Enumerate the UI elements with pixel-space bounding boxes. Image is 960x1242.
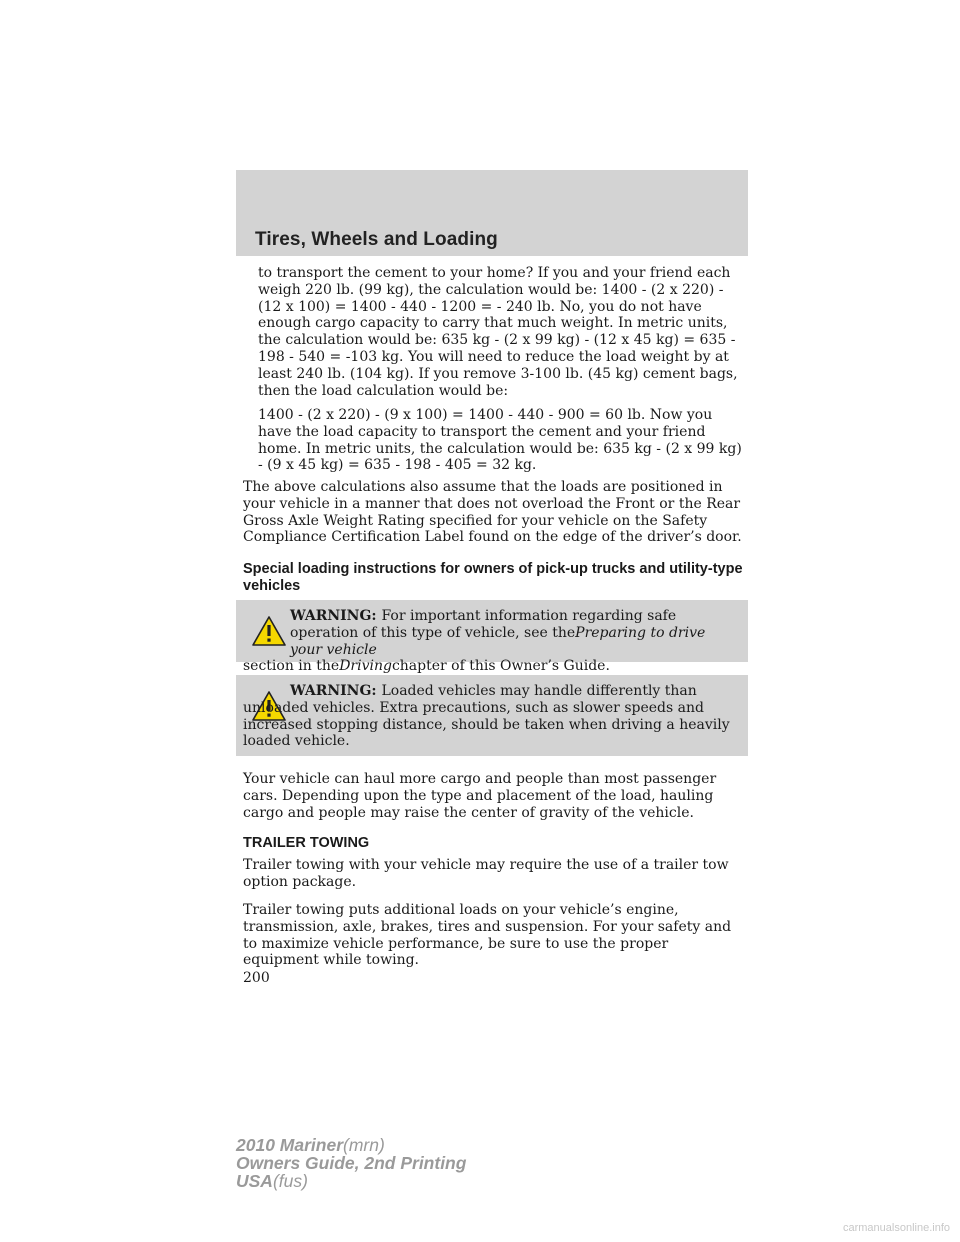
footer-model: 2010 Mariner — [236, 1135, 344, 1155]
warning-text-2 — [243, 683, 738, 750]
paragraph-recalculation: 1400 - (2 x 220) - (9 x 100) = 1400 - 440 - 900 = 60 lb. Now you have the load capacity to transport the cement and your friend home. In metric units, the calculation would be: 635 kg - (2 x 99 kg) - (9 x 45 kg) = 635 - 198 - 405 = 32 kg. — [258, 407, 742, 474]
section-title: Tires, Wheels and Loading — [255, 229, 498, 250]
paragraph-assumption: The above calculations also assume that the loads are positioned in your vehicle in a manner that does not overload the Front or the Rear Gross Axle Weight Rating specified for your vehicle on the Safety Compliance Certification Label found on the edge of the driver’s door. — [243, 479, 742, 546]
footer-print-info — [236, 1136, 466, 1190]
paragraph-trailer-package: Trailer towing with your vehicle may require the use of a trailer tow option package. — [243, 857, 729, 890]
paragraph-calculation: to transport the cement to your home? If you and your friend each weigh 220 lb. (99 kg), the calculation would be: 1400 - (2 x 220) - (12 x 100) = 1400 - 440 - 1200 = - 240 lb. No, you do not have enough cargo capacity to carry that much weight. In metric units, the calculation would be: 635 kg - (2 x 99 kg) - (12 x 45 kg) = 635 - 198 - 540 = -103 kg. You will need to reduce the load weight by at least 240 lb. (104 kg). If you remove 3-100 lb. (45 kg) cement bags, then the load calculation would be: — [258, 265, 738, 399]
warning-label: WARNING: — [290, 608, 382, 624]
warning-text-part: For important information regarding safe operation of this type of vehicle, see the — [290, 608, 677, 641]
warning-text-part: chapter of this Owner’s Guide. — [391, 658, 610, 675]
paragraph-cargo: Your vehicle can haul more cargo and people than most passenger cars. Depending upon the type and placement of the load, hauling cargo and people may raise the center of gravity of the vehicle. — [243, 771, 717, 821]
link-preparing-to-drive: Preparing to drive your vehicle — [290, 624, 706, 658]
heading-trailer-towing: TRAILER TOWING — [243, 835, 370, 851]
warning-text-part: Loaded vehicles may handle differently than unloaded vehicles. Extra precautions, such as slower speeds and increased stopping distance, should be taken when driving a heavily loaded vehicle. — [243, 683, 730, 750]
warning-box-2 — [236, 675, 748, 756]
watermark: carmanualsonline.info — [842, 1222, 950, 1234]
footer-market: USA — [236, 1171, 273, 1191]
warning-text-part: section in the — [243, 658, 340, 675]
warning-box-1 — [236, 600, 748, 675]
footer-printing: Owners Guide, 2nd Printing — [236, 1153, 467, 1173]
heading-special-loading: Special loading instructions for owners of pick-up trucks and utility-type vehicles — [243, 561, 743, 594]
warning-label: WARNING: — [290, 683, 382, 699]
warning-text-1 — [243, 608, 738, 675]
link-driving-chapter: Driving — [339, 658, 392, 675]
footer-model-code: (mrn) — [343, 1135, 385, 1155]
footer-market-code: (fus) — [272, 1171, 308, 1191]
paragraph-trailer-loads: Trailer towing puts additional loads on your vehicle’s engine, transmission, axle, brakes, tires and suspension. For your safety and to maximize vehicle performance, be sure to use the proper equipment while towing. — [243, 902, 732, 969]
page-number: 200 — [243, 970, 270, 986]
